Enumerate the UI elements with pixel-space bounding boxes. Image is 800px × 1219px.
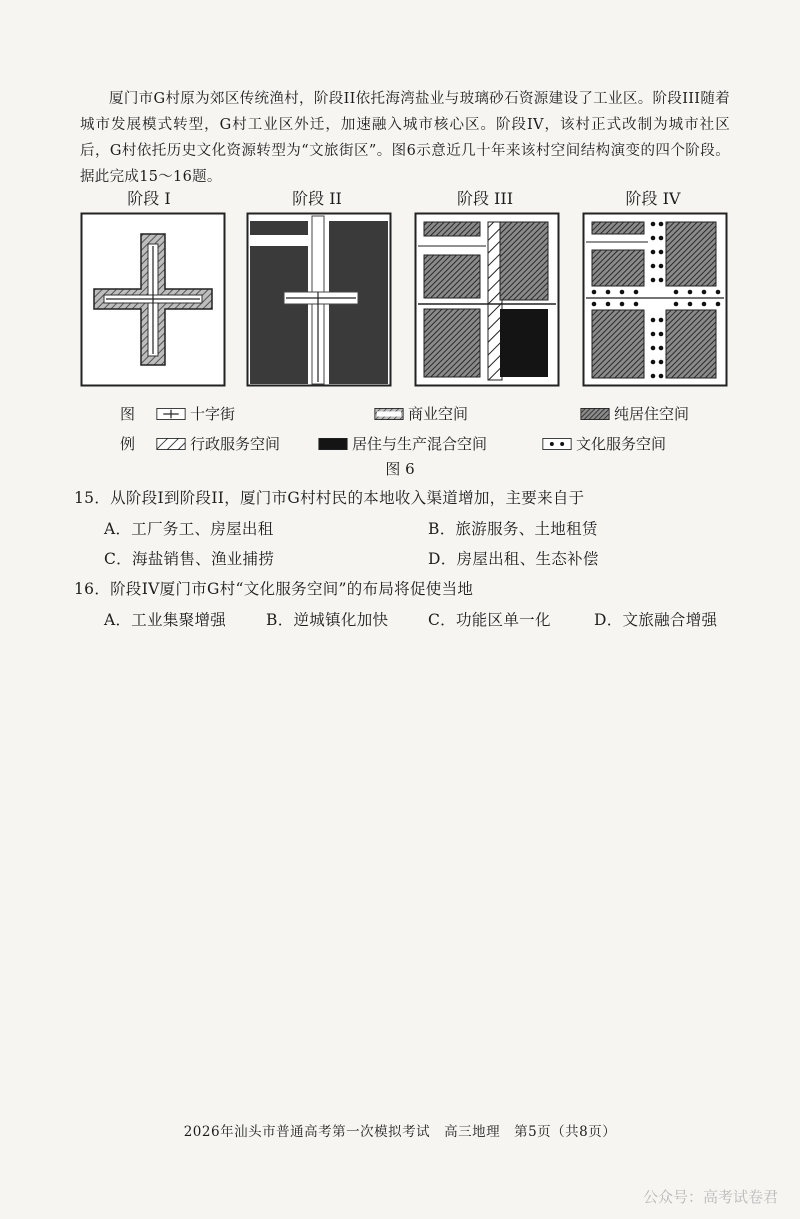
watermark: 公众号：高考试卷君 <box>642 1188 778 1206</box>
residential-swatch <box>580 408 610 420</box>
legend-item-cross-street <box>156 403 235 424</box>
legend-key-top: 图 <box>120 405 136 423</box>
question-16-option-a: A．工业集聚增强 <box>104 611 227 629</box>
question-16-stem: 16．阶段IV厦门市G村“文化服务空间”的布局将促使当地 <box>74 580 474 598</box>
stage-2-diagram <box>246 212 392 387</box>
question-15-option-a: A．工厂务工、房屋出租 <box>104 520 274 538</box>
stage-title-1: 阶段 I <box>127 189 171 208</box>
legend-item-mixed <box>318 433 487 454</box>
cross-street-swatch <box>156 408 186 420</box>
legend-label: 居住与生产混合空间 <box>352 435 488 453</box>
legend-item-admin <box>156 433 280 454</box>
question-15-option-c: C．海盐销售、渔业捕捞 <box>104 550 275 568</box>
legend-label: 文化服务空间 <box>576 435 667 453</box>
admin-swatch <box>156 438 186 450</box>
question-16-option-b: B．逆城镇化加快 <box>266 611 389 629</box>
legend-item-commercial <box>374 403 468 424</box>
question-15-stem: 15．从阶段I到阶段II，厦门市G村村民的本地收入渠道增加，主要来自于 <box>74 489 585 507</box>
legend-label: 纯居住空间 <box>614 405 690 423</box>
page-footer: 2026年汕头市普通高考第一次模拟考试 高三地理 第5页（共8页） <box>183 1124 617 1140</box>
stage-title-3: 阶段 III <box>456 189 514 208</box>
stage-title-2: 阶段 II <box>292 189 342 208</box>
legend-item-culture <box>542 433 666 454</box>
commercial-swatch <box>374 408 404 420</box>
legend-label: 十字街 <box>190 405 236 423</box>
culture-swatch <box>542 438 572 450</box>
mixed-swatch <box>318 438 348 450</box>
figure-caption: 图 6 <box>385 460 415 478</box>
legend-label: 商业空间 <box>408 405 469 423</box>
passage-text: 厦门市G村原为郊区传统渔村，阶段II依托海湾盐业与玻璃砂石资源建设了工业区。阶段III随着城市发展模式转型，G村工业区外迁，加速融入城市核心区。阶段IV，该村正式改制为城市社区后，G村依托历史文化资源转型为“文旅街区”。图6示意近几十年来该村空间结构演变的四个阶段。据此完成15～16题。 <box>80 91 730 185</box>
question-15-option-d: D．房屋出租、生态补偿 <box>428 550 599 568</box>
question-16-option-c: C．功能区单一化 <box>428 611 551 629</box>
stage-1-diagram <box>80 212 226 387</box>
legend-item-residential <box>580 403 689 424</box>
stage-4-diagram <box>582 212 728 387</box>
question-16-option-d: D．文旅融合增强 <box>594 611 718 629</box>
stage-3-diagram <box>414 212 560 387</box>
legend-label: 行政服务空间 <box>190 435 281 453</box>
legend-key-bottom: 例 <box>120 435 136 453</box>
stage-title-4: 阶段 IV <box>625 189 681 208</box>
question-15-option-b: B．旅游服务、土地租赁 <box>428 520 598 538</box>
